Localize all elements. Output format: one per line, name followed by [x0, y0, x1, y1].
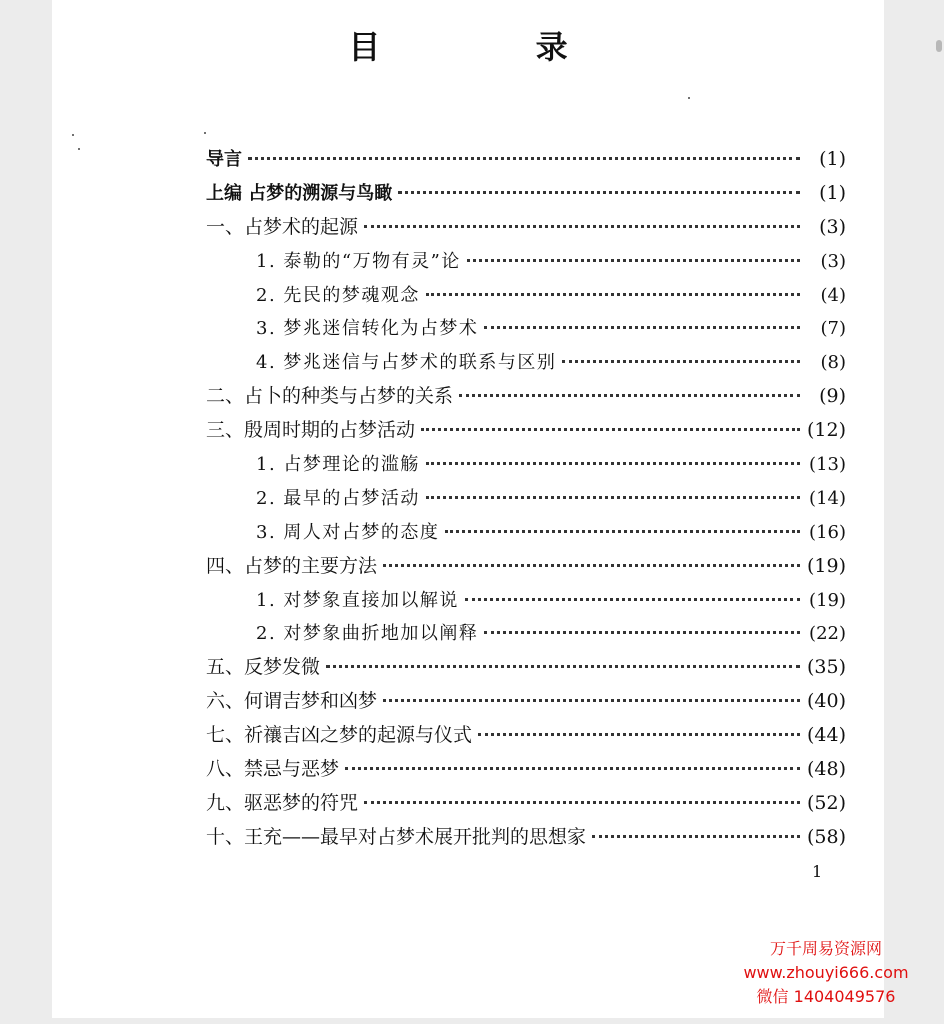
toc-entry[interactable]	[206, 177, 846, 211]
toc-entry-page: (58)	[806, 825, 846, 848]
dot-leader	[398, 191, 800, 194]
dot-leader	[364, 225, 800, 228]
toc-entry[interactable]	[206, 279, 846, 313]
toc-entry-label: 1. 占梦理论的滥觞	[256, 454, 420, 476]
dot-leader	[478, 733, 800, 736]
scan-speck	[688, 97, 690, 99]
toc-entry[interactable]	[206, 448, 846, 482]
toc-entry-label: 1. 对梦象直接加以解说	[256, 589, 459, 611]
toc-entry-label: 十、王充——最早对占梦术展开批判的思想家	[206, 825, 587, 848]
toc-entry-page: (44)	[806, 724, 846, 747]
toc-entry-label: 1. 泰勒的“万物有灵”论	[256, 250, 461, 272]
toc-entry-label: 2. 对梦象曲折地加以阐释	[256, 623, 479, 645]
page-title: 目 录	[348, 28, 640, 66]
toc-entry-page: (3)	[819, 215, 846, 238]
toc-entry-label: 2. 先民的梦魂观念	[256, 284, 420, 306]
toc-entry-label: 六、何谓吉梦和凶梦	[206, 690, 378, 713]
dot-leader	[421, 428, 800, 431]
scrollbar-thumb[interactable]	[936, 40, 942, 52]
toc-entry[interactable]	[206, 346, 846, 380]
toc-entry[interactable]	[206, 482, 846, 516]
toc-entry-label: 导言	[206, 149, 242, 170]
toc-entry-label: 九、驱恶梦的符咒	[206, 791, 359, 814]
toc-entry-page: (40)	[806, 690, 846, 713]
toc-entry-label: 五、反梦发微	[206, 656, 321, 679]
watermark-wechat: 微信 1404049576	[756, 987, 896, 1006]
watermark-site-name: 万千周易资源网	[769, 939, 882, 958]
toc-entry-label: 3. 周人对占梦的态度	[256, 521, 440, 543]
toc-entry-page: (16)	[809, 521, 846, 543]
toc-entry[interactable]	[206, 821, 846, 855]
toc-entry[interactable]	[206, 312, 846, 346]
dot-leader	[426, 462, 800, 465]
toc-entry-label: 3. 梦兆迷信转化为占梦术	[256, 318, 479, 340]
toc-entry[interactable]	[206, 211, 846, 245]
toc-entry[interactable]	[206, 719, 846, 753]
scan-speck	[72, 134, 74, 136]
dot-leader	[467, 259, 800, 262]
dot-leader	[562, 360, 800, 363]
toc-entry-page: (4)	[820, 284, 846, 306]
toc-entry-label: 四、占梦的主要方法	[206, 554, 378, 577]
dot-leader	[484, 631, 800, 634]
scan-speck	[204, 132, 206, 134]
dot-leader	[345, 767, 800, 770]
toc-entry-page: (52)	[806, 791, 846, 814]
toc-entry[interactable]	[206, 787, 846, 821]
toc-entry-page: (35)	[806, 656, 846, 679]
toc-entry-page: (1)	[819, 181, 846, 204]
dot-leader	[484, 326, 800, 329]
dot-leader	[383, 699, 800, 702]
toc-entry[interactable]	[206, 550, 846, 584]
watermark-url: www.zhouyi666.com	[743, 963, 909, 982]
dot-leader	[426, 293, 800, 296]
watermark	[716, 937, 936, 1009]
toc-entry-page: (22)	[809, 623, 846, 645]
dot-leader	[465, 598, 800, 601]
page-number: 1	[812, 862, 823, 881]
toc-entry[interactable]	[206, 516, 846, 550]
dot-leader	[445, 530, 800, 533]
toc-entry-label: 2. 最早的占梦活动	[256, 487, 420, 509]
toc-entry[interactable]	[206, 380, 846, 414]
dot-leader	[248, 157, 800, 160]
toc-entry-page: (9)	[819, 385, 846, 408]
dot-leader	[326, 665, 800, 668]
toc-entry-page: (1)	[819, 148, 846, 170]
dot-leader	[364, 801, 800, 804]
toc-entry[interactable]	[206, 617, 846, 651]
dot-leader	[426, 496, 800, 499]
toc-entry[interactable]	[206, 143, 846, 177]
dot-leader	[592, 835, 800, 838]
toc-entry[interactable]	[206, 685, 846, 719]
toc-entry-label: 一、占梦术的起源	[206, 215, 359, 238]
toc-entry-page: (7)	[820, 318, 846, 340]
table-of-contents	[206, 143, 846, 855]
toc-entry-label: 上编 占梦的溯源与鸟瞰	[206, 182, 393, 204]
toc-entry[interactable]	[206, 584, 846, 618]
toc-entry-label: 七、祈禳吉凶之梦的起源与仪式	[206, 724, 473, 747]
toc-entry-page: (8)	[820, 352, 846, 374]
toc-entry[interactable]	[206, 753, 846, 787]
toc-entry-label: 三、殷周时期的占梦活动	[206, 419, 416, 442]
toc-entry-label: 八、禁忌与恶梦	[206, 758, 340, 781]
document-page	[52, 0, 884, 1018]
toc-entry-page: (3)	[820, 250, 846, 272]
scan-speck	[78, 148, 80, 150]
toc-entry[interactable]	[206, 651, 846, 685]
toc-entry-page: (13)	[809, 454, 846, 476]
toc-entry-page: (12)	[806, 419, 846, 442]
toc-entry-page: (48)	[806, 758, 846, 781]
toc-entry-label: 二、占卜的种类与占梦的关系	[206, 385, 454, 408]
toc-entry-label: 4. 梦兆迷信与占梦术的联系与区别	[256, 352, 557, 374]
toc-entry[interactable]	[206, 245, 846, 279]
toc-entry[interactable]	[206, 414, 846, 448]
dot-leader	[459, 394, 800, 397]
toc-entry-page: (19)	[809, 589, 846, 611]
dot-leader	[383, 564, 800, 567]
toc-entry-page: (14)	[809, 487, 846, 509]
toc-entry-page: (19)	[806, 554, 846, 577]
